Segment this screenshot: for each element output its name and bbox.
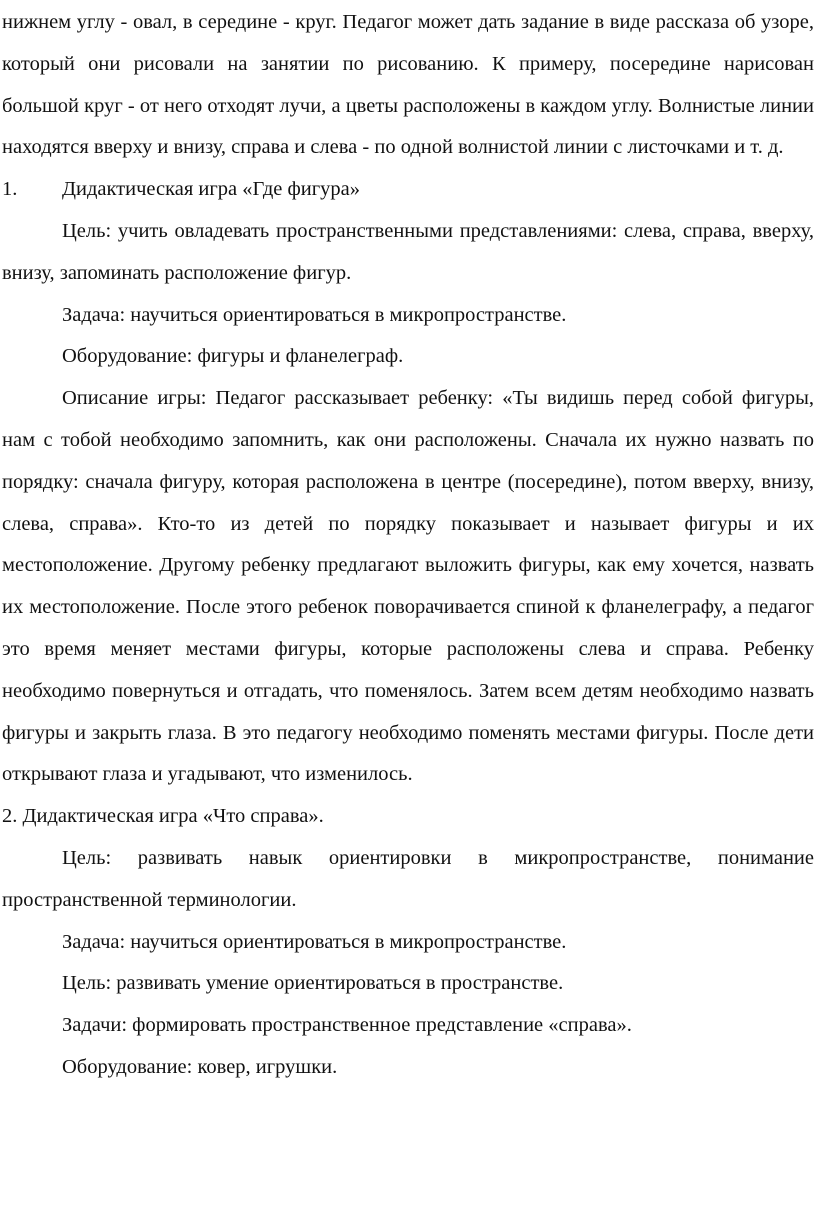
paragraph-equipment-1: Оборудование: фигуры и фланелеграф. xyxy=(62,345,404,368)
paragraph-game-description-1: Описание игры: Педагог рассказывает ребенку: «Ты видишь перед собой фигуры, нам с тобой необходимо запомнить, как они расположены. Сначала их нужно назвать по порядку: сначала фигуру, которая расположена в центре (посередине), потом вверху, внизу, слева, справа». Кто-то из детей по порядку показывает и называет фигуры и их местоположение. Другому ребенку предлагают выложить фигуры, как ему хочется, назвать их местоположение. После этого ребенок поворачивается спиной к фланелеграфу, а педагог это время меняет местами фигуры, которые расположены слева и справа. Ребенку необходимо повернуться и отгадать, что поменялось. Затем всем детям необходимо назвать фигуры и закрыть глаза. В это педагогу необходимо поменять местами фигуры. После дети открывают глаза и угадывают, что изменилось. xyxy=(2,387,814,786)
paragraph-goal-3: Цель: развивать умение ориентироваться в пространстве. xyxy=(62,972,564,995)
list-item-title: Дидактическая игра «Где фигура» xyxy=(62,178,361,201)
list-item-game-1 xyxy=(2,169,814,211)
paragraph-goal-2: Цель: развивать навык ориентировки в микропространстве, понимание пространственной терминологии. xyxy=(2,846,814,911)
paragraph-task-1: Задача: научиться ориентироваться в микропространстве. xyxy=(62,303,567,326)
paragraph-goal-1: Цель: учить овладевать пространственными представлениями: слева, справа, вверху, внизу, запоминать расположение фигур. xyxy=(2,219,814,284)
paragraph-tasks-2: Задачи: формировать пространственное представление «справа». xyxy=(62,1014,632,1037)
list-item-game-2: 2. Дидактическая игра «Что справа». xyxy=(2,805,324,828)
paragraph-pattern-story: нижнем углу - овал, в середине - круг. Педагог может дать задание в виде рассказа об узоре, который они рисовали на занятии по рисованию. К примеру, посередине нарисован большой круг - от него отходят лучи, а цветы расположены в каждом углу. Волнистые линии находятся вверху и внизу, справа и слева - по одной волнистой линии с листочками и т. д. xyxy=(2,11,814,159)
paragraph-task-2: Задача: научиться ориентироваться в микропространстве. xyxy=(62,930,567,953)
paragraph-equipment-2: Оборудование: ковер, игрушки. xyxy=(62,1055,338,1078)
list-item-number: 1. xyxy=(2,178,18,201)
